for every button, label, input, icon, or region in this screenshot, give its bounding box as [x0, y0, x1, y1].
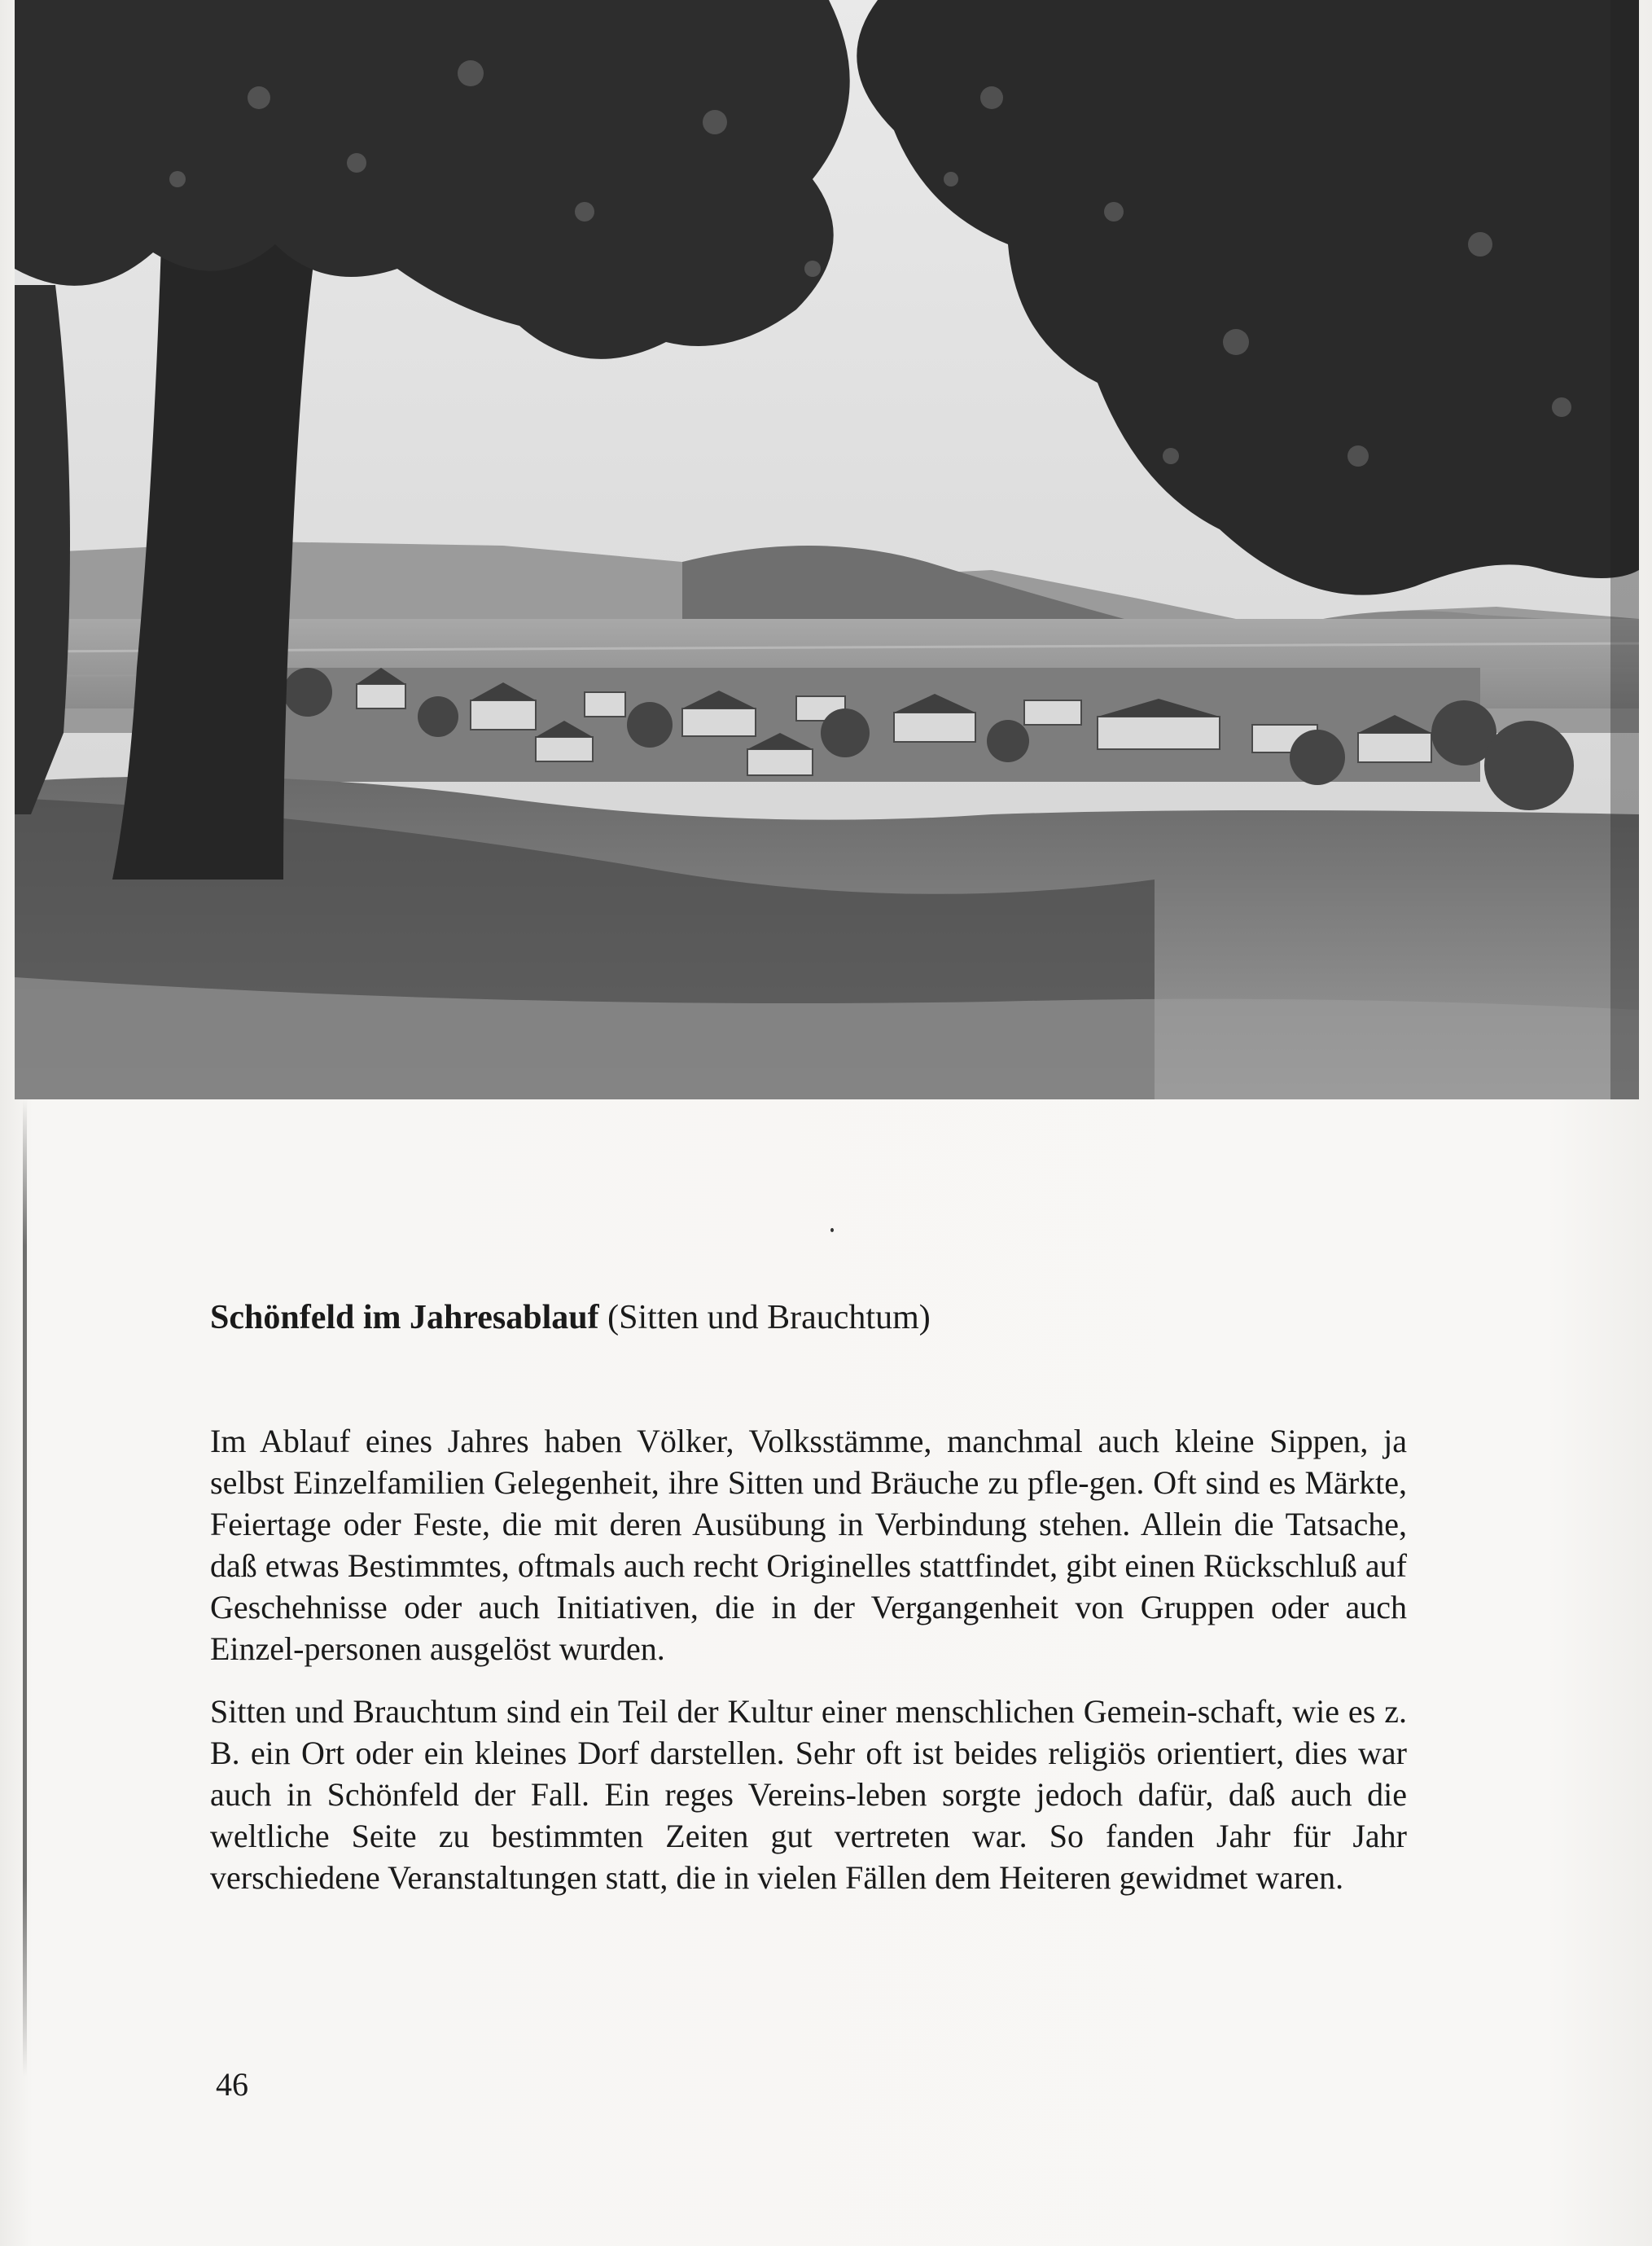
paragraph-2: Sitten und Brauchtum sind ein Teil der Kultur einer menschlichen Gemein-schaft, wie es z. B. ein Ort oder ein kleines Dorf darstellen. Sehr oft ist beides religiös orientiert, dies war auch in Schönfeld der Fall. Ein reges Vereins-leben sorgte jedoch dafür, daß auch die weltliche Seite zu bestimmten Zeiten gut vertreten war. So fanden Jahr für Jahr verschiedene Veranstaltungen statt, die in vielen Fällen dem Heiteren gewidmet waren.	[210, 1693, 1407, 1896]
page-gutter-shadow	[23, 1099, 27, 2077]
heading-subtitle: (Sitten und Brauchtum)	[607, 1299, 931, 1336]
section-heading	[210, 1295, 1407, 1340]
print-speck	[830, 1228, 834, 1232]
village-landscape-photo	[15, 0, 1639, 1099]
article-body	[210, 1295, 1407, 1919]
heading-title: Schönfeld im Jahresablauf	[210, 1299, 599, 1336]
page-number: 46	[216, 2066, 248, 2103]
paragraph-1: Im Ablauf eines Jahres haben Völker, Volksstämme, manchmal auch kleine Sippen, ja selbst Einzelfamilien Gelegenheit, ihre Sitten und Bräuche zu pfle-gen. Oft sind es Märkte, Feiertage oder Feste, die mit deren Ausübung in Verbindung stehen. Allein die Tatsache, daß etwas Bestimmtes, oftmals auch recht Originelles stattfindet, gibt einen Rückschluß auf Geschehnisse oder auch Initiativen, die in der Vergangenheit von Gruppen oder auch Einzel-personen ausgelöst wurden.	[210, 1423, 1407, 1667]
